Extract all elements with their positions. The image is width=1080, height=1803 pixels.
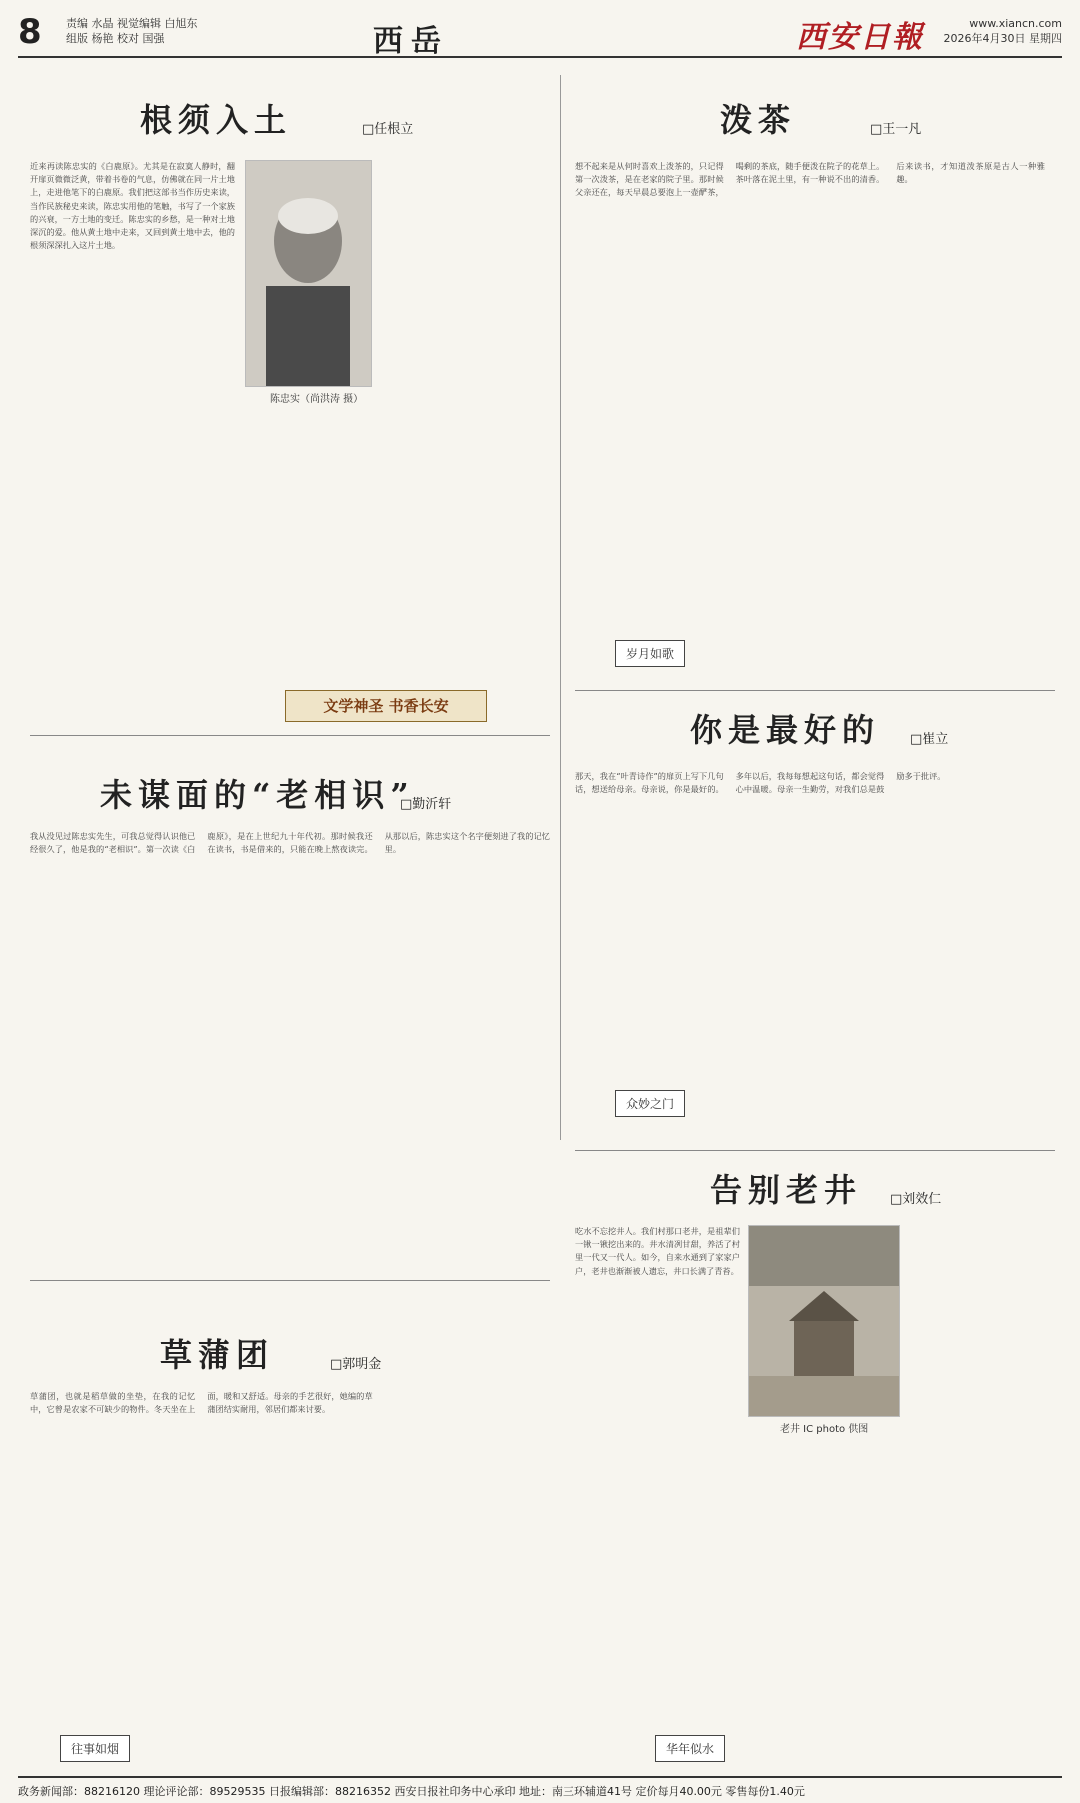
article-author: □勤沂轩 [400,797,452,812]
column-stamp: 众妙之门 [615,1090,685,1117]
section-rule [575,1150,1055,1151]
page-header [18,10,1062,58]
column-stamp: 往事如烟 [60,1735,130,1762]
article-body-continued [245,410,370,700]
article-author: □任根立 [362,122,414,137]
article-body: 草蒲团，也就是稻草做的坐垫，在我的记忆中，它曾是农家不可缺少的物件。冬天坐在上面，暖和又舒适。母亲的手艺很好，她编的草蒲团结实耐用，邻居们都来讨要。 [30,1391,373,1415]
site-info [944,16,1063,46]
section-rule [30,1280,550,1281]
section-rule [30,735,550,736]
article-title: 根须入土 [140,101,293,139]
portrait-photo [245,160,372,387]
article-body: 近来再读陈忠实的《白鹿原》。尤其是在寂寞人静时，翻开扉页微微泛黄，带着书卷的气息，仿佛就在同一片土地上，走进他笔下的白鹿原。我们把这部书当作历史来读，当作民族秘史来读，陈忠实用他的笔触，书写了一个家族的兴衰，一方土地的变迁。陈忠实的乡愁，是一种对土地深沉的爱。他从黄土地中走来，又回到黄土地中去，他的根须深深扎入这片土地。 [30,161,235,251]
article-body-continued [748,1440,898,1765]
article-body: 那天，我在“叶青诗作”的扉页上写下几句话，想送给母亲。母亲说，你是最好的。多年以后，我每每想起这句话，都会觉得心中温暖。母亲一生勤劳，对我们总是鼓励多于批评。 [575,771,946,795]
column-stamp: 华年似水 [655,1735,725,1762]
photo-caption: 老井 IC photo 供图 [780,1424,869,1435]
article-title: 未谋面的“老相识” [100,776,415,814]
issue-date: 2026年4月30日 星期四 [943,32,1062,45]
newspaper-logo: 西安日報 [796,20,924,55]
section-rule [575,690,1055,691]
photo-caption: 陈忠实（尚洪涛 摄） [270,394,364,405]
literature-banner: 文学神圣 书香长安 [285,690,487,722]
article-body-continued [380,160,550,590]
article-body: 我从没见过陈忠实先生，可我总觉得认识他已经很久了，他是我的“老相识”。第一次读《白鹿原》，是在上世纪九十年代初。那时候我还在读书，书是借来的，只能在晚上熬夜读完。从那以后，陈忠实这个名字便刻进了我的记忆里。 [30,831,550,855]
article-author: □王一凡 [870,122,922,137]
article-title: 你是最好的 [690,711,881,749]
article-body-continued [905,1225,1045,1765]
staff-line: 责编 水晶 视觉编辑 白旭东 [66,17,198,30]
article-body: 想不起来是从何时喜欢上泼茶的，只记得第一次泼茶，是在老家的院子里。那时候父亲还在，每天早晨总要泡上一壶酽茶，喝剩的茶底，随手便泼在院子的花草上。茶叶落在泥土里，有一种说不出的清香。后来读书，才知道泼茶原是古人一种雅趣。 [575,161,1045,198]
site-url[interactable]: www.xiancn.com [969,17,1062,30]
article-author: □郭明金 [330,1357,382,1372]
old-well-photo [748,1225,900,1417]
article-author: □刘效仁 [890,1192,942,1207]
article-title: 泼茶 [720,101,797,139]
page-footer: 政务新闻部：88216120 理论评论部：89529535 日报编辑部：88216352 西安日报社印务中心承印 地址：南三环辅道41号 定价每月40.00元 零售每份1.40元 [18,1776,1062,1799]
column-stamp: 岁月如歌 [615,640,685,667]
column-divider [560,75,561,1140]
article-author: □崔立 [910,732,949,747]
section-title: 西岳 [373,24,449,59]
article-title: 草蒲团 [160,1336,275,1374]
staff-credits [66,16,198,46]
page-number: 8 [18,12,42,52]
article-body: 吃水不忘挖井人。我们村那口老井，是祖辈们一锹一锹挖出来的。井水清冽甘甜，养活了村里一代又一代人。如今，自来水通到了家家户户，老井也渐渐被人遗忘，井口长满了青苔。 [575,1226,740,1276]
article-title: 告别老井 [710,1171,863,1209]
staff-line: 组版 杨艳 校对 国强 [66,32,165,45]
